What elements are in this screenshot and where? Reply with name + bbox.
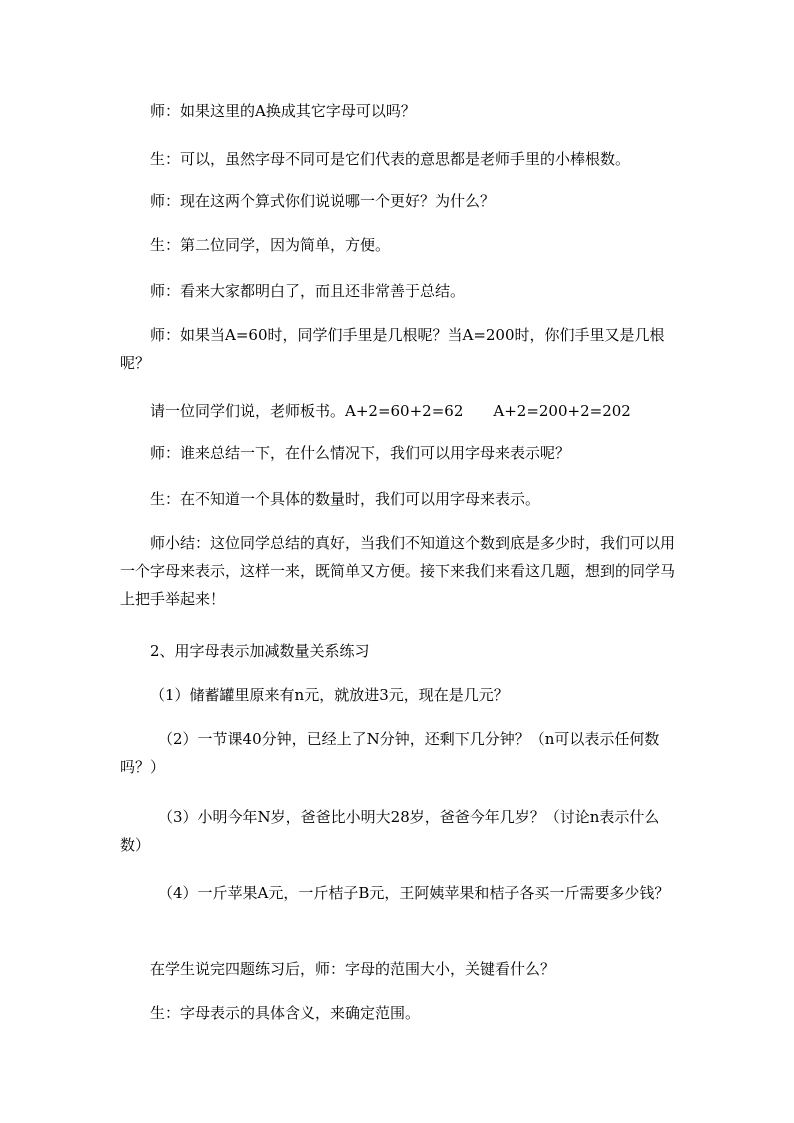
exercise-item: （1）储蓄罐里原来有n元，就放进3元，现在是几元？ bbox=[150, 686, 509, 704]
dialogue-line: 生：字母表示的具体含义，来确定范围。 bbox=[150, 1004, 421, 1022]
dialogue-line: 生：可以，虽然字母不同可是它们代表的意思都是老师手里的小棒根数。 bbox=[150, 150, 631, 168]
dialogue-line: 师：谁来总结一下，在什么情况下，我们可以用字母来表示呢？ bbox=[150, 444, 571, 462]
dialogue-line: 师：看来大家都明白了，而且还非常善于总结。 bbox=[150, 282, 466, 300]
dialogue-line: 在学生说完四题练习后，师：字母的范围大小，关键看什么？ bbox=[150, 960, 556, 978]
dialogue-line: 师：现在这两个算式你们说说哪一个更好？为什么？ bbox=[150, 192, 496, 210]
dialogue-line: 生：在不知道一个具体的数量时，我们可以用字母来表示。 bbox=[150, 490, 541, 508]
exercise-item: （4）一斤苹果A元，一斤桔子B元，王阿姨苹果和桔子各买一斤需要多少钱？ bbox=[158, 884, 670, 902]
summary-paragraph: 师小结：这位同学总结的真好，当我们不知道这个数到底是多少时，我们可以用一个字母来表示，这样一来，既简单又方便。接下来我们来看这几题，想到的同学马上把手举起来！ bbox=[120, 534, 676, 608]
section-heading: 2、用字母表示加减数量关系练习 bbox=[150, 642, 370, 660]
exercise-item: （2）一节课40分钟，已经上了N分钟，还剩下几分钟？（n可以表示任何数吗？） bbox=[120, 730, 660, 776]
board-writing-line: 请一位同学们说，老师板书。A+2=60+2=62 A+2=200+2=202 bbox=[150, 402, 631, 420]
dialogue-line: 师：如果当A=60时，同学们手里是几根呢？当A=200时，你们手里又是几根呢？ bbox=[120, 326, 665, 372]
exercise-item: （3）小明今年N岁，爸爸比小明大28岁，爸爸今年几岁？（讨论n表示什么数） bbox=[120, 808, 660, 854]
dialogue-line: 生：第二位同学，因为简单，方便。 bbox=[150, 236, 391, 254]
dialogue-line: 师：如果这里的A换成其它字母可以吗？ bbox=[150, 102, 416, 120]
